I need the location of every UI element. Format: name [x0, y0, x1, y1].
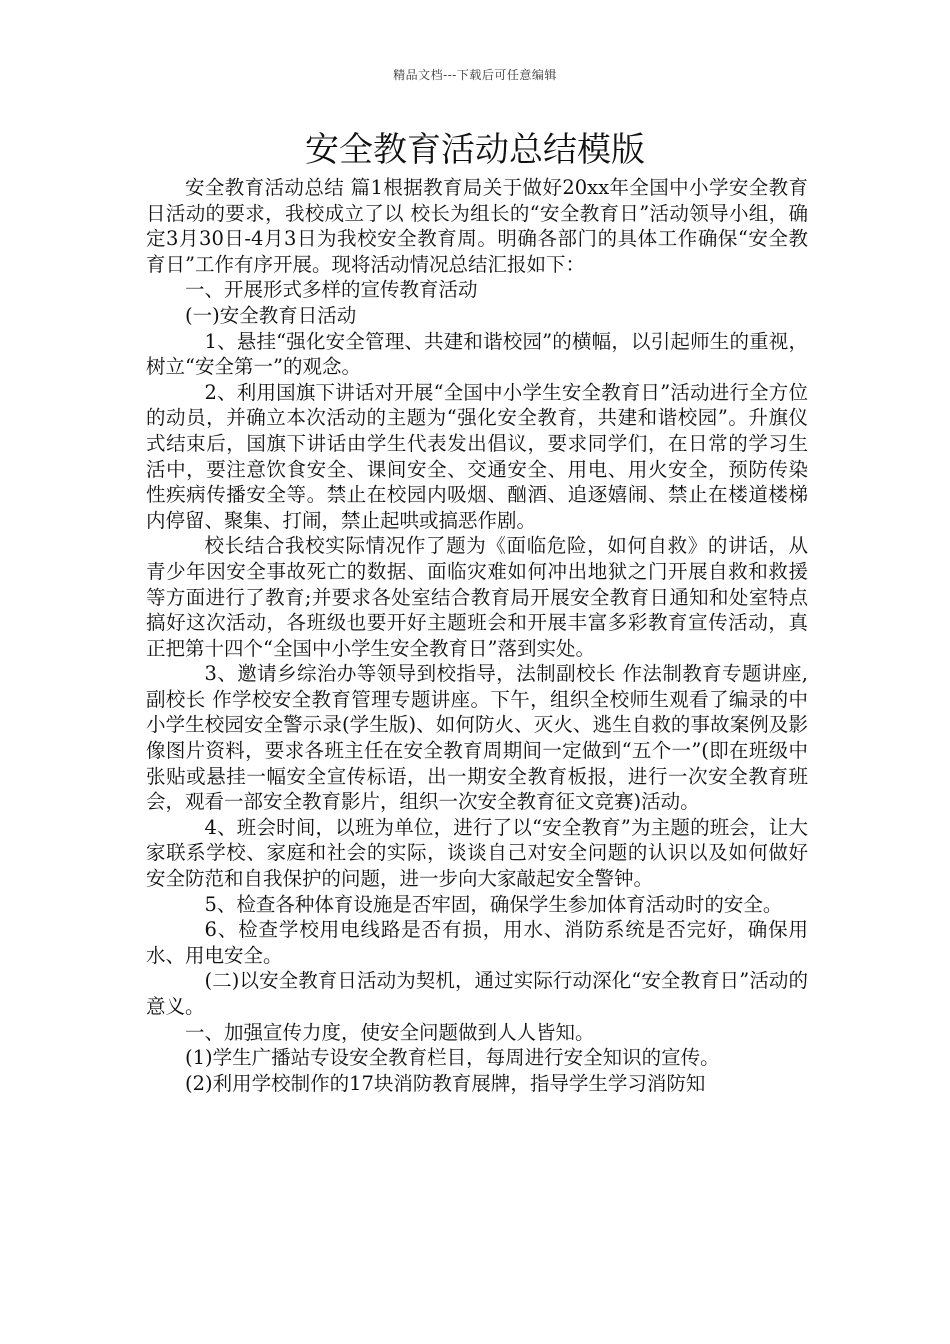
paragraph-heading-2: 一、加强宣传力度，使安全问题做到人人皆知。: [185, 1020, 595, 1044]
paragraph-subheading-1: (一)安全教育日活动: [185, 303, 357, 327]
paragraph-item-6: 6、检查学校用电线路是否有损，用水、消防系统是否完好，确保用水、用电安全。: [146, 918, 808, 967]
document-body: [146, 175, 808, 1096]
paragraph-heading-1: 一、开展形式多样的宣传教育活动: [185, 278, 478, 302]
paragraph-point-2: (2)利用学校制作的17块消防教育展牌，指导学生学习消防知: [185, 1071, 706, 1095]
paragraph-item-2: 2、利用国旗下讲话对开展“全国中小学生安全教育日”活动进行全方位的动员，并确立本次活动的主题为“强化安全教育，共建和谐校园”。升旗仪式结束后，国旗下讲话由学生代表发出倡议，要求同学们，在日常的学习生活中，要注意饮食安全、课间安全、交通安全、用电、用火安全，预防传染性疾病传播安全等。禁止在校园内吸烟、酗酒、追逐嬉闹、禁止在楼道楼梯内停留、聚集、打闹，禁止起哄或搞恶作剧。: [146, 380, 808, 532]
page-header: 精品文档---下载后可任意编辑: [393, 68, 557, 82]
paragraph-item-1: 1、悬挂“强化安全管理、共建和谐校园”的横幅，以引起师生的重视，树立“安全第一”的观念。: [146, 329, 808, 379]
paragraph-intro: 安全教育活动总结 篇1根据教育局关于做好20xx年全国中小学安全教育日活动的要求，我校成立了以 校长为组长的“安全教育日”活动领导小组，确定3月30日-4月3日为我校安全教育周。明确各部门的具体工作确保“安全教育日”工作有序开展。现将活动情况总结汇报如下：: [146, 176, 808, 276]
paragraph-item-5: 5、检查各种体育设施是否牢固，确保学生参加体育活动时的安全。: [204, 892, 783, 916]
paragraph-item-4: 4、班会时间，以班为单位，进行了以“安全教育”为主题的班会，让大家联系学校、家庭和社会的实际，谈谈自己对安全问题的认识以及如何做好安全防范和自我保护的问题，进一步向大家敲起安全警钟。: [146, 815, 808, 891]
document-title: 安全教育活动总结模版: [305, 130, 645, 170]
paragraph-principal-speech: 校长结合我校实际情况作了题为《面临危险，如何自救》的讲话，从青少年因安全事故死亡的数据、面临灾难如何冲出地狱之门开展自救和救援等方面进行了教育;并要求各处室结合教育局开展安全教育日通知和处室特点搞好这次活动，各班级也要开好主题班会和开展丰富多彩教育宣传活动，真正把第十四个“全国中小学生安全教育日”落到实处。: [146, 534, 808, 660]
paragraph-point-1: (1)学生广播站专设安全教育栏目，每周进行安全知识的宣传。: [185, 1046, 720, 1070]
paragraph-item-3: 3、邀请乡综治办等领导到校指导，法制副校长 作法制教育专题讲座,副校长 作学校安全教育管理专题讲座。下午，组织全校师生观看了编录的中小学生校园安全警示录(学生版)、如何防火、灭火、逃生自救的事故案例及影像图片资料，要求各班主任在安全教育周期间一定做到“五个一”(即在班级中张贴或悬挂一幅安全宣传标语，出一期安全教育板报，进行一次安全教育班会，观看一部安全教育影片，组织一次安全教育征文竞赛)活动。: [146, 662, 808, 814]
paragraph-subheading-2: (二)以安全教育日活动为契机，通过实际行动深化“安全教育日”活动的意义。: [146, 969, 808, 1018]
